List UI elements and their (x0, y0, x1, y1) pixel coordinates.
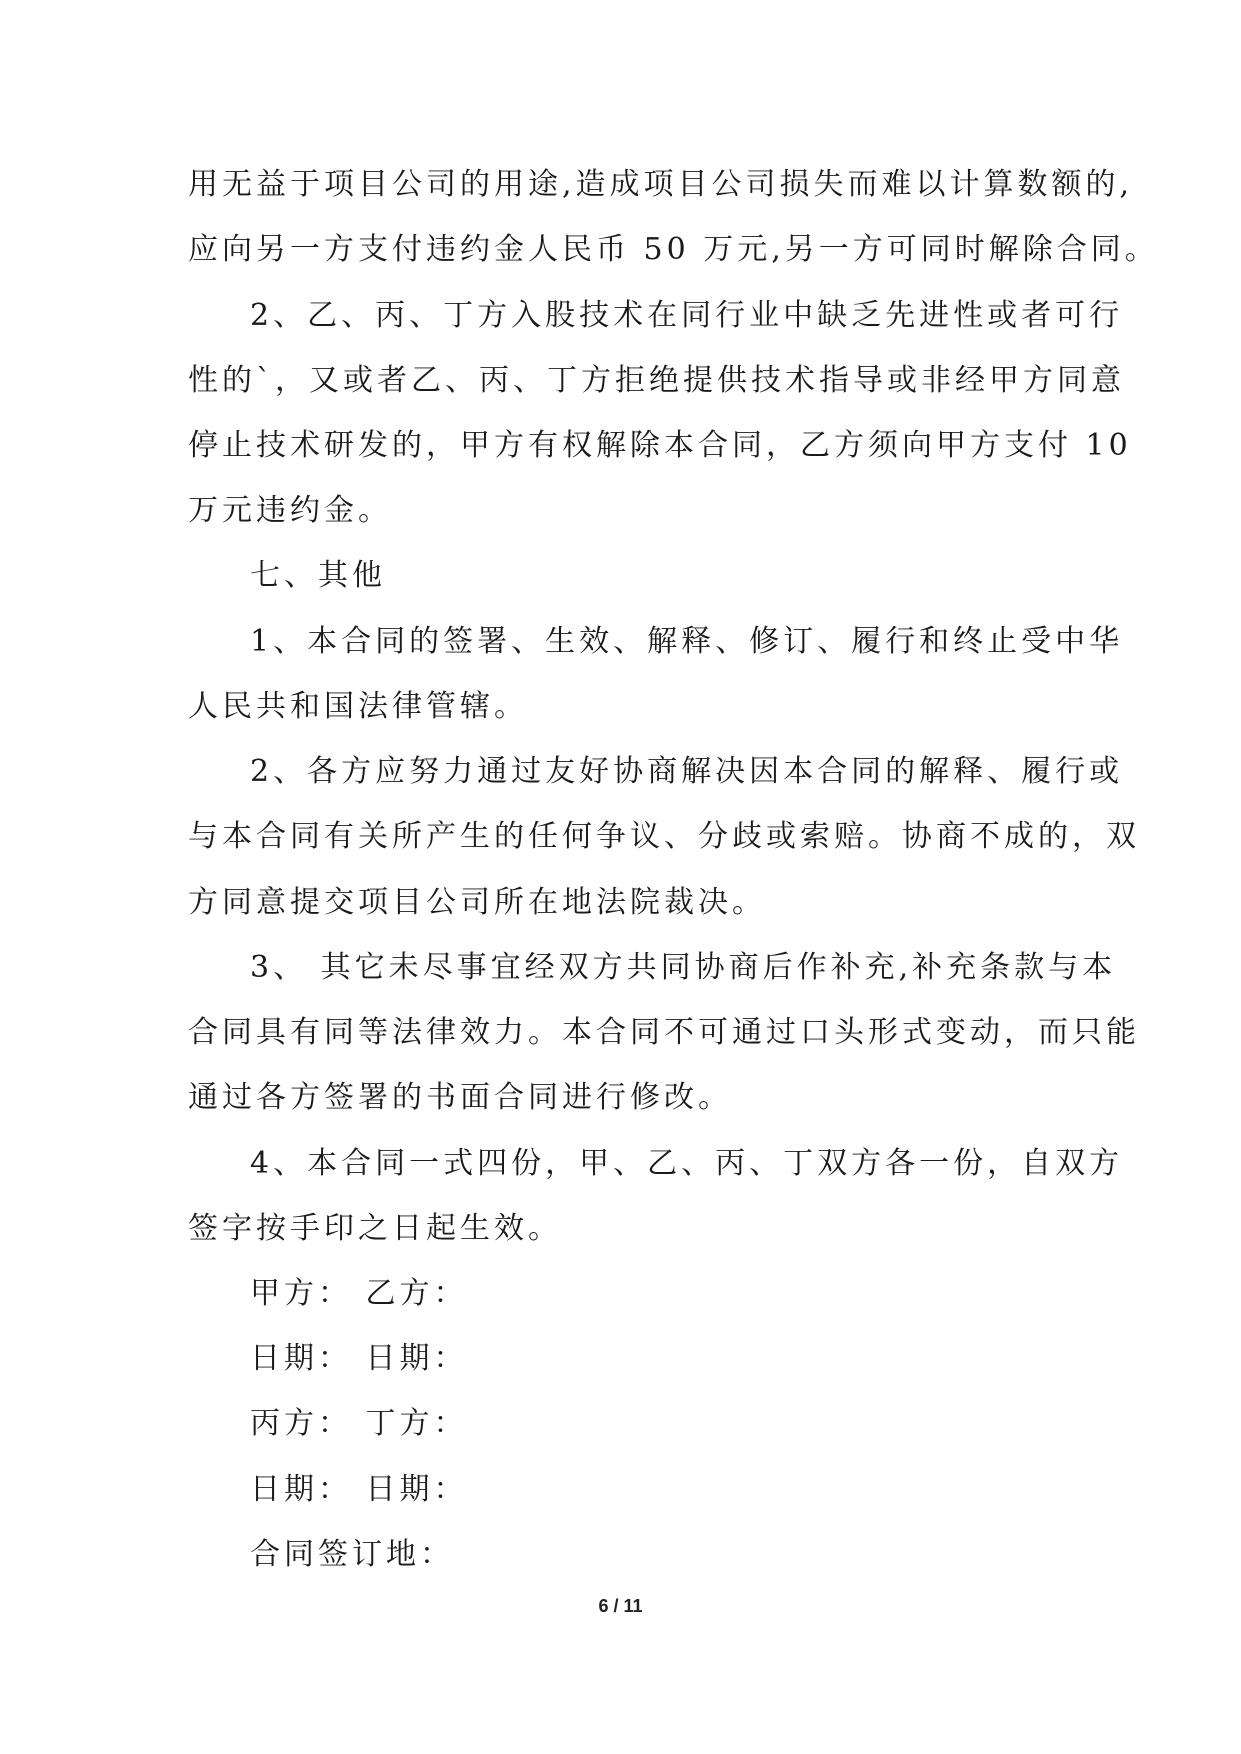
text-line: 签字按手印之日起生效。 (188, 1211, 562, 1246)
text-line: 人民共和国法律管辖。 (188, 689, 528, 724)
text-line: 万元违约金。 (188, 493, 392, 528)
text-line: 合同具有同等法律效力。本合同不可通过口头形式变动，而只能 (188, 1015, 1140, 1050)
signature-line: 丙方： 丁方： (250, 1406, 468, 1441)
text-line: 通过各方签署的书面合同进行修改。 (188, 1080, 732, 1115)
section-heading: 七、其他 (250, 558, 386, 593)
page-number: 6 / 11 (598, 1596, 643, 1616)
text-line: 应向另一方支付违约金人民币 50 万元,另一方可同时解除合同。 (188, 232, 1159, 267)
signature-line: 甲方： 乙方： (250, 1276, 468, 1311)
signing-place-line: 合同签订地： (250, 1537, 454, 1572)
text-line: 与本合同有关所产生的任何争议、分歧或索赔。协商不成的，双 (188, 819, 1140, 854)
text-line: 停止技术研发的，甲方有权解除本合同，乙方须向甲方支付 10 (188, 428, 1132, 463)
text-line: 用无益于项目公司的用途,造成项目公司损失而难以计算数额的, (188, 167, 1134, 202)
text-line: 2、各方应努力通过友好协商解决因本合同的解释、履行或 (250, 754, 1124, 789)
text-line: 性的`，又或者乙、丙、丁方拒绝提供技术指导或非经甲方同意 (188, 363, 1125, 398)
text-line: 2、乙、丙、丁方入股技术在同行业中缺乏先进性或者可行 (250, 298, 1124, 333)
text-line: 3、 其它未尽事宜经双方共同协商后作补充,补充条款与本 (250, 950, 1117, 985)
text-line: 方同意提交项目公司所在地法院裁决。 (188, 885, 766, 920)
date-line: 日期： 日期： (250, 1341, 468, 1376)
date-line: 日期： 日期： (250, 1472, 468, 1507)
text-line: 4、本合同一式四份，甲、乙、丙、丁双方各一份，自双方 (250, 1146, 1124, 1181)
text-line: 1、本合同的签署、生效、解释、修订、履行和终止受中华 (250, 624, 1124, 659)
